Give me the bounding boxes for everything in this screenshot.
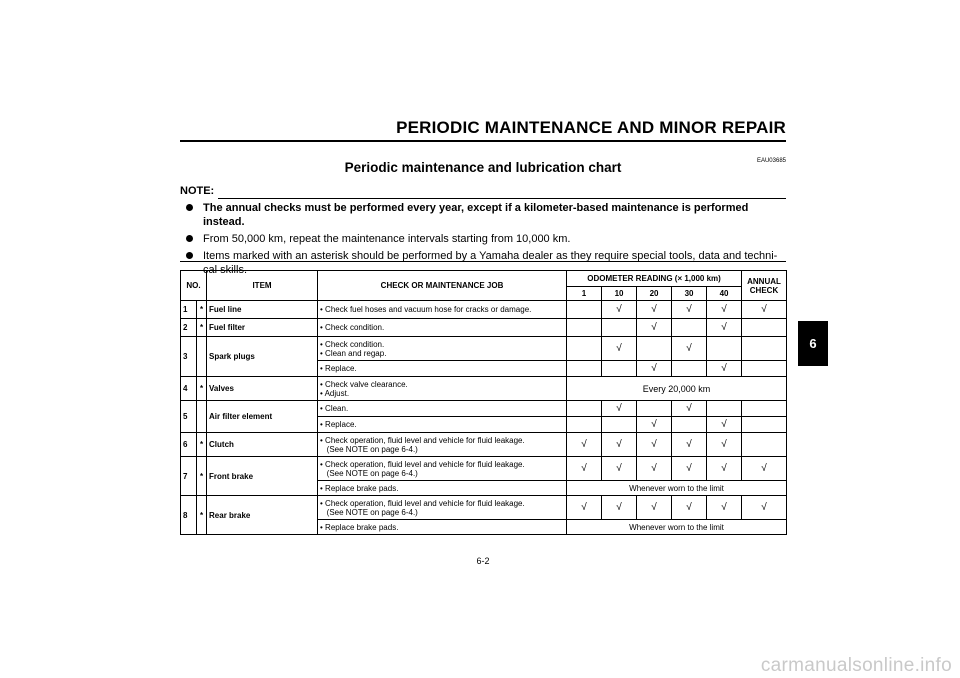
job-line: • Replace brake pads.: [320, 483, 399, 493]
table-row: [181, 337, 787, 361]
dealer-asterisk: *: [197, 433, 207, 457]
note-item: Items marked with an asterisk should be performed by a Yamaha dealer as they require special tools, data and techni-cal skills.: [186, 249, 786, 277]
check-mark: √: [707, 417, 742, 433]
item-name: Spark plugs: [207, 337, 318, 377]
job-cell: [318, 433, 567, 457]
check-mark: √: [602, 457, 637, 481]
header-rule: [180, 140, 786, 142]
item-name: Fuel line: [207, 301, 318, 319]
dealer-asterisk: [197, 401, 207, 433]
interval-cell: [567, 401, 602, 417]
header-odometer: ODOMETER READING (× 1,000 km): [567, 271, 742, 287]
watermark: carmanualsonline.info: [760, 655, 952, 676]
bullet-icon: [186, 204, 193, 211]
table-row: [181, 401, 787, 417]
item-name: Air filter element: [207, 401, 318, 433]
note-item: The annual checks must be performed every year, except if a kilometer-based maintenance is performed instead.: [186, 201, 786, 229]
header-col-20: 20: [637, 287, 672, 301]
interval-note: Every 20,000 km: [567, 377, 787, 401]
check-mark: √: [637, 301, 672, 319]
job-line: • Replace.: [320, 364, 357, 373]
interval-cell: [637, 337, 672, 361]
job-cell: [318, 337, 567, 361]
check-mark: √: [742, 457, 787, 481]
job-line: • Check valve clearance.: [320, 379, 408, 389]
row-number: 4: [181, 377, 197, 401]
dealer-asterisk: *: [197, 496, 207, 535]
interval-cell: [742, 401, 787, 417]
table-row: [181, 457, 787, 481]
dealer-asterisk: *: [197, 301, 207, 319]
check-mark: √: [567, 433, 602, 457]
interval-cell: [637, 401, 672, 417]
header-col-1: 1: [567, 287, 602, 301]
job-cell: [318, 377, 567, 401]
item-name: Rear brake: [207, 496, 318, 535]
check-mark: √: [672, 301, 707, 319]
job-line: • Replace brake pads.: [320, 522, 399, 532]
interval-cell: [742, 417, 787, 433]
interval-cell: [602, 319, 637, 337]
table-row: [181, 496, 787, 520]
interval-cell: [707, 401, 742, 417]
interval-cell: [707, 337, 742, 361]
check-mark: √: [637, 496, 672, 520]
interval-note: Whenever worn to the limit: [567, 520, 787, 535]
chapter-tab: 6: [798, 321, 828, 366]
job-line: • Adjust.: [320, 388, 350, 398]
dealer-asterisk: [197, 337, 207, 377]
check-mark: √: [742, 301, 787, 319]
job-line: • Check operation, fluid level and vehicle for fluid leakage.: [320, 459, 525, 469]
job-cell: [318, 319, 567, 337]
check-mark: √: [602, 433, 637, 457]
interval-cell: [602, 361, 637, 377]
check-mark: √: [707, 319, 742, 337]
row-number: 6: [181, 433, 197, 457]
check-mark: √: [707, 433, 742, 457]
check-mark: √: [637, 417, 672, 433]
item-name: Clutch: [207, 433, 318, 457]
doc-code: EAU03685: [756, 158, 786, 164]
check-mark: √: [637, 433, 672, 457]
check-mark: √: [602, 496, 637, 520]
item-name: Valves: [207, 377, 318, 401]
row-number: 2: [181, 319, 197, 337]
interval-cell: [742, 433, 787, 457]
section-title: Periodic maintenance and lubrication chart: [344, 160, 622, 175]
check-mark: √: [672, 457, 707, 481]
interval-cell: [567, 361, 602, 377]
note-list: [186, 201, 786, 280]
table-row: [181, 301, 787, 319]
interval-cell: [672, 417, 707, 433]
interval-cell: [672, 361, 707, 377]
header-col-40: 40: [707, 287, 742, 301]
check-mark: √: [672, 496, 707, 520]
dealer-asterisk: *: [197, 377, 207, 401]
dealer-asterisk: *: [197, 319, 207, 337]
check-mark: √: [602, 301, 637, 319]
interval-cell: [567, 319, 602, 337]
note-end-divider: [180, 261, 786, 262]
interval-cell: [567, 417, 602, 433]
page-number: 6-2: [476, 556, 490, 566]
job-line: • Clean.: [320, 404, 349, 413]
interval-cell: [742, 337, 787, 361]
dealer-asterisk: *: [197, 457, 207, 496]
interval-cell: [742, 319, 787, 337]
job-cell: [318, 520, 567, 535]
job-cell: [318, 457, 567, 481]
check-mark: √: [672, 433, 707, 457]
check-mark: √: [567, 457, 602, 481]
check-mark: √: [742, 496, 787, 520]
job-line: • Check operation, fluid level and vehicle for fluid leakage.: [320, 498, 525, 508]
check-mark: √: [602, 337, 637, 361]
job-cell: [318, 361, 567, 377]
job-line: (See NOTE on page 6-4.): [320, 507, 418, 517]
item-name: Front brake: [207, 457, 318, 496]
job-line: • Check fuel hoses and vacuum hose for cracks or damage.: [320, 305, 532, 314]
check-mark: √: [707, 457, 742, 481]
bullet-icon: [186, 235, 193, 242]
header-col-10: 10: [602, 287, 637, 301]
job-line: • Clean and regap.: [320, 348, 387, 358]
check-mark: √: [637, 319, 672, 337]
job-cell: [318, 481, 567, 496]
job-line: • Check condition.: [320, 323, 385, 332]
row-number: 8: [181, 496, 197, 535]
interval-cell: [742, 361, 787, 377]
check-mark: √: [672, 401, 707, 417]
table-row: [181, 377, 787, 401]
check-mark: √: [567, 496, 602, 520]
job-cell: [318, 496, 567, 520]
interval-cell: [672, 319, 707, 337]
interval-note: Whenever worn to the limit: [567, 481, 787, 496]
job-line: • Check condition.: [320, 339, 385, 349]
job-cell: [318, 417, 567, 433]
maintenance-table: [180, 270, 787, 535]
note-label: NOTE:: [180, 185, 215, 197]
check-mark: √: [602, 401, 637, 417]
row-number: 7: [181, 457, 197, 496]
interval-cell: [567, 301, 602, 319]
bullet-icon: [186, 252, 193, 259]
interval-cell: [567, 337, 602, 361]
job-line: (See NOTE on page 6-4.): [320, 468, 418, 478]
check-mark: √: [637, 361, 672, 377]
table-row: [181, 433, 787, 457]
page-header-title: PERIODIC MAINTENANCE AND MINOR REPAIR: [396, 118, 786, 137]
row-number: 5: [181, 401, 197, 433]
check-mark: √: [707, 361, 742, 377]
job-cell: [318, 401, 567, 417]
check-mark: √: [707, 301, 742, 319]
job-line: (See NOTE on page 6-4.): [320, 444, 418, 454]
check-mark: √: [637, 457, 672, 481]
header-item: ITEM: [207, 271, 318, 301]
header-col-30: 30: [672, 287, 707, 301]
job-cell: [318, 301, 567, 319]
job-line: • Replace.: [320, 420, 357, 429]
check-mark: √: [707, 496, 742, 520]
note-divider: [218, 198, 786, 199]
table-row: [181, 319, 787, 337]
interval-cell: [602, 417, 637, 433]
note-item: From 50,000 km, repeat the maintenance intervals starting from 10,000 km.: [186, 232, 786, 246]
check-mark: √: [672, 337, 707, 361]
item-name: Fuel filter: [207, 319, 318, 337]
header-no: NO.: [181, 271, 207, 301]
row-number: 1: [181, 301, 197, 319]
row-number: 3: [181, 337, 197, 377]
job-line: • Check operation, fluid level and vehicle for fluid leakage.: [320, 435, 525, 445]
header-annual: ANNUAL CHECK: [742, 271, 787, 301]
header-job: CHECK OR MAINTENANCE JOB: [318, 271, 567, 301]
